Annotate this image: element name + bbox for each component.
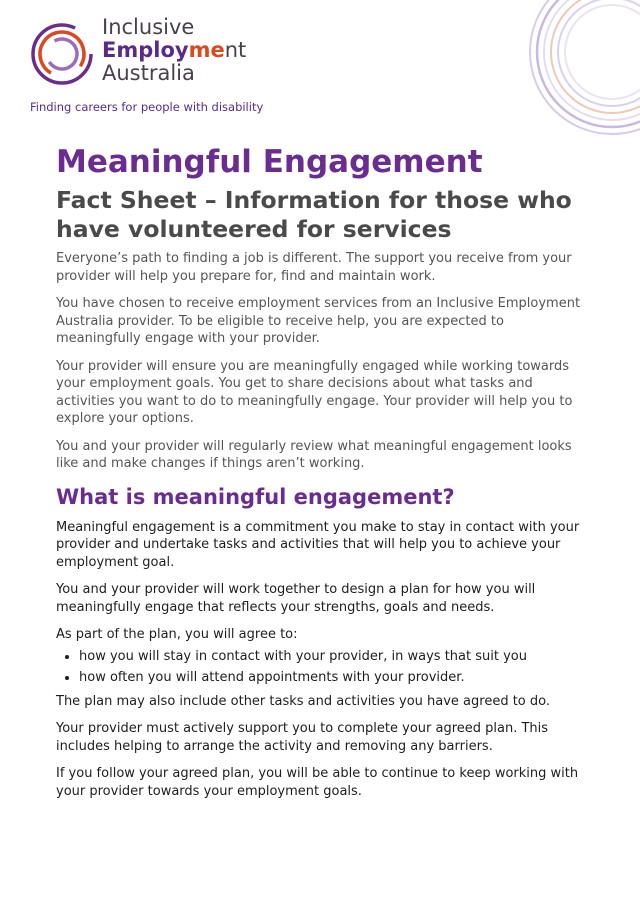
list-item: • how you will stay in contact with your provider, in ways that suit you xyxy=(79,648,591,666)
tagline: Finding careers for people with disability xyxy=(30,100,264,114)
list-item: • how often you will attend appointments with your provider. xyxy=(79,669,591,687)
logo-line-3: Australia xyxy=(102,61,195,85)
logo-line-2-a: Employ xyxy=(102,38,189,62)
page-subtitle: Fact Sheet – Information for those who have volunteered for services xyxy=(56,186,572,243)
intro-paragraph: You and your provider will regularly review what meaningful engagement looks like and make changes if things aren’t working. xyxy=(56,438,572,471)
section-heading: What is meaningful engagement? xyxy=(56,484,455,509)
section-paragraph: As part of the plan, you will agree to: xyxy=(56,627,298,642)
section-paragraph: Your provider must actively support you to complete your agreed plan. This includes helping to arrange the activity and removing any barriers. xyxy=(56,721,549,754)
page-title: Meaningful Engagement xyxy=(56,144,483,180)
intro-paragraph: Your provider will ensure you are meaningfully engaged while working towards your employment goals. You get to share decisions about what tasks and activities you want to do to meaningfully engage. Your provider will help you to explore your options. xyxy=(56,358,573,426)
logo xyxy=(30,16,290,96)
logo-line-2-b: me xyxy=(188,38,225,62)
intro-paragraph: You have chosen to receive employment services from an Inclusive Employment Australia provider. To be eligible to receive help, you are expected to meaningfully engage with your provider. xyxy=(56,296,581,346)
main-content xyxy=(56,142,591,810)
logo-mark-icon xyxy=(30,22,94,86)
section-paragraph: You and your provider will work together to design a plan for how you will meaningfully engage that reflects your strengths, goals and needs. xyxy=(56,582,536,615)
plan-list xyxy=(56,648,591,687)
logo-text xyxy=(102,16,246,85)
section-paragraph: The plan may also include other tasks and activities you have agreed to do. xyxy=(56,693,550,709)
section-paragraph: If you follow your agreed plan, you will be able to continue to keep working with your provider towards your employment goals. xyxy=(56,766,579,799)
logo-line-1: Inclusive xyxy=(102,15,195,39)
logo-line-2 xyxy=(102,39,246,62)
intro-paragraph: Everyone’s path to finding a job is different. The support you receive from your provider will help you prepare for, find and maintain work. xyxy=(56,251,572,284)
section-paragraph: Meaningful engagement is a commitment you make to stay in contact with your provider and undertake tasks and activities that will help you to achieve your employment goal. xyxy=(56,519,580,570)
logo-line-2-c: nt xyxy=(224,38,247,62)
decorative-rings xyxy=(500,0,640,135)
